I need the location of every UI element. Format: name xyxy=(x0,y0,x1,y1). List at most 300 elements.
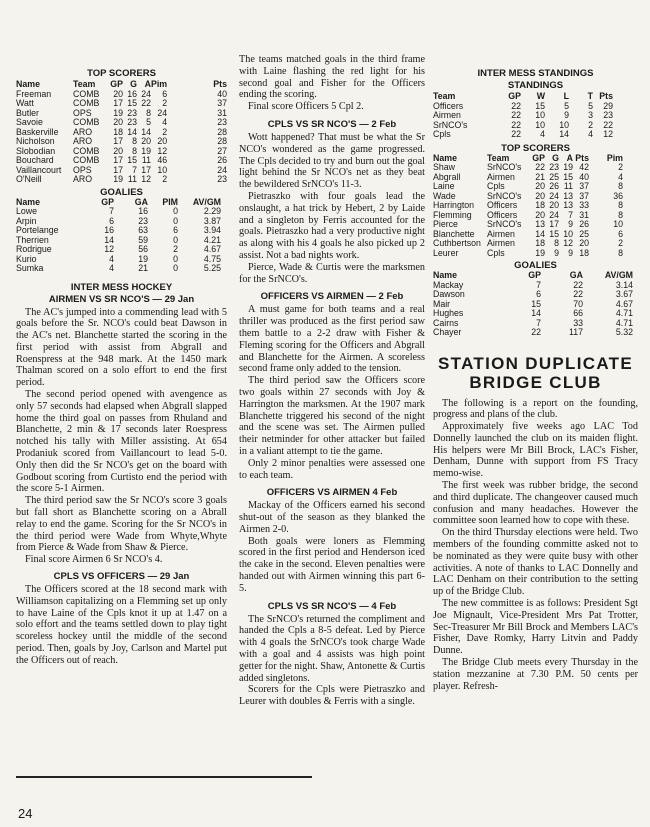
table-cell: 4.71 xyxy=(615,317,633,328)
table-cell: Airmen xyxy=(433,110,461,120)
table-cell: 22 xyxy=(141,98,151,108)
table-cell: 17 xyxy=(113,98,123,108)
top-scorers-table xyxy=(16,80,227,185)
footer-rule xyxy=(16,776,312,778)
table-cell: 22 xyxy=(511,129,521,139)
game2-heading: CPLS VS OFFICERS — 29 Jan xyxy=(53,571,190,583)
table-cell: 13 xyxy=(563,200,573,210)
column-header: AV/GM xyxy=(604,270,633,280)
table-cell: 6 xyxy=(162,88,168,99)
column-header: A xyxy=(566,152,573,163)
table-cell: Cpls xyxy=(487,181,505,191)
paragraph: Scorers for the Cpls were Pietraszko and Leurer with doubles & Ferris with a single. xyxy=(239,684,425,708)
table-cell: 12 xyxy=(157,145,168,156)
table-cell: OPS xyxy=(73,164,92,175)
table-cell: 15 xyxy=(127,155,137,165)
table-row xyxy=(16,264,221,274)
table-cell: 16 xyxy=(104,225,114,235)
table-cell: 6 xyxy=(618,228,623,239)
table-cell: 19 xyxy=(563,162,573,172)
top-scorers-heading: TOP SCORERS xyxy=(87,68,156,79)
table-cell: 20 xyxy=(549,200,559,210)
table-cell: 22 xyxy=(573,289,583,299)
table-header-row xyxy=(433,271,633,281)
table-cell: Sumka xyxy=(16,263,44,273)
table-cell: 10 xyxy=(613,219,623,229)
table-cell: 19 xyxy=(535,247,545,258)
table-cell: 14 xyxy=(127,126,137,137)
bridge-club-body xyxy=(433,398,638,693)
table-cell: Mackay xyxy=(433,279,464,290)
table-cell: 26 xyxy=(549,181,559,191)
table-cell: 19 xyxy=(113,174,123,184)
table-cell: Pierce xyxy=(433,219,458,229)
table-cell: 14 xyxy=(104,234,114,245)
table-cell: 2 xyxy=(162,98,168,108)
column-header: T xyxy=(587,91,593,101)
table-cell: 8 xyxy=(132,136,137,146)
table-cell: 20 xyxy=(535,209,545,220)
table-cell: 14 xyxy=(559,129,569,139)
table-cell: Arpin xyxy=(16,215,37,226)
table-cell: ARO xyxy=(73,126,93,137)
table-cell: 17 xyxy=(113,155,123,165)
table-cell: 14 xyxy=(141,126,151,137)
column-header: A xyxy=(144,79,151,89)
table-cell: 22 xyxy=(511,110,521,120)
table-cell: 20 xyxy=(141,136,151,146)
paragraph: The AC's jumped into a commending lead with 5 goals before the Sr. NCO's could beat Dawson in the AC's net. Blanchette started the scoring in the first period with assist from Abgrall and Roenspress at the 948 mark. At the 1450 mark Thalman scored on a solo effort to end the first period. xyxy=(16,306,227,389)
table-cell: Officers xyxy=(487,200,518,210)
table-cell: 4.67 xyxy=(615,298,633,309)
table-cell: 19 xyxy=(141,145,151,156)
table-cell: 18 xyxy=(535,200,545,210)
table-cell: 18 xyxy=(535,238,545,248)
table-cell: 10 xyxy=(559,119,569,130)
table-cell: Dawson xyxy=(433,289,465,299)
paragraph: The following is a report on the founding, progress and plans of the club. xyxy=(433,397,638,421)
goalies-heading: GOALIES xyxy=(514,260,557,271)
table-cell: 56 xyxy=(138,244,148,254)
bridge-title-line: STATION DUPLICATE xyxy=(438,353,633,373)
table-cell: 6 xyxy=(173,225,178,235)
table-cell: 17 xyxy=(113,164,123,175)
table-cell: 18 xyxy=(113,126,123,137)
table-cell: 9 xyxy=(568,219,573,229)
table-cell: Blanchette xyxy=(433,228,475,239)
table-cell: 4 xyxy=(162,117,168,127)
table-cell: 20 xyxy=(113,117,123,127)
table-cell: 8 xyxy=(618,247,623,258)
table-cell: 24 xyxy=(549,190,559,201)
paragraph: Final score Officers 5 Cpl 2. xyxy=(248,101,364,113)
paragraph: The Bridge Club meets every Thursday in the station mezzanine at 7.30 P.M. 50 cents per player. Refresh- xyxy=(433,657,638,692)
goalies-table xyxy=(433,271,633,338)
column-header: Pim xyxy=(151,79,168,89)
paragraph: The SrNCO's returned the compliment and handed the Cpls a 8-5 defeat. Led by Pierce with 4 goals the SrNCO's took charge Wade with a goal and 4 assists was high point getter for the night. Shaw, Antonette & Curtis added singletons. xyxy=(239,613,425,684)
table-cell: COMB xyxy=(73,98,100,108)
table-cell: 4.75 xyxy=(203,253,221,264)
table-row xyxy=(16,207,221,217)
table-cell: Rodrigue xyxy=(16,244,52,254)
table-cell: 9 xyxy=(564,110,569,120)
table-cell: 20 xyxy=(535,190,545,201)
column-header: Name xyxy=(16,79,40,89)
paragraph: Both goals were loners as Flemming scored in the first period and Henderson iced the cake in the second. Eleven penalties were handed out with Airmen winning this part 6-5. xyxy=(239,535,425,594)
table-cell: 8 xyxy=(618,209,623,220)
table-cell: 26 xyxy=(579,219,589,229)
table-cell: ARO xyxy=(73,136,93,146)
game6-heading: CPLS VS SR NCO'S — 4 Feb xyxy=(267,600,397,612)
column-header: Name xyxy=(433,270,457,280)
table-cell: 33 xyxy=(579,200,589,210)
table-cell: COMB xyxy=(73,145,100,156)
table-cell: Hughes xyxy=(433,308,464,318)
table-cell: SrNCO's xyxy=(433,119,468,130)
table-cell: 3.67 xyxy=(615,289,633,299)
table-cell: 23 xyxy=(127,107,137,118)
table-cell: OPS xyxy=(73,107,92,118)
table-cell: 7 xyxy=(109,206,114,216)
table-cell: 4 xyxy=(618,171,623,182)
table-cell: 6 xyxy=(109,215,114,226)
table-cell: 7 xyxy=(536,279,541,290)
table-cell: 8 xyxy=(618,200,623,210)
paragraph: Only 2 minor penalties were assessed one to each team. xyxy=(239,457,425,481)
table-cell: Abgrall xyxy=(433,171,461,182)
table-cell: 33 xyxy=(573,317,583,328)
standings-table xyxy=(433,92,613,140)
table-cell: 2 xyxy=(618,238,623,248)
column-header: Pts xyxy=(213,79,227,89)
column-left xyxy=(16,0,227,667)
game1-heading: AIRMEN VS SR NCO'S — 29 Jan xyxy=(48,293,195,305)
table-cell: 23 xyxy=(217,117,227,127)
column-header: Team xyxy=(487,152,510,163)
table-cell: 4 xyxy=(588,129,593,139)
bridge-club-title xyxy=(433,354,638,392)
standings-heading: INTER MESS STANDINGS xyxy=(477,68,594,79)
table-row xyxy=(433,130,613,140)
table-cell: 28 xyxy=(217,136,227,146)
column-header: L xyxy=(563,91,569,101)
table-cell: ARO xyxy=(73,174,93,184)
table-cell: 8 xyxy=(618,181,623,191)
paragraph: A must game for both teams and a real thriller was produced as the first period saw them battle to a 2-2 draw with Fisher & Fleming scoring for the Officers and Abgrall and Blanchette for the Airmen. A scoreless second frame only added to the tension. xyxy=(239,304,425,375)
table-cell: Kurio xyxy=(16,253,37,264)
table-cell: 2.29 xyxy=(203,206,221,216)
table-cell: 4.67 xyxy=(203,244,221,254)
table-cell: 27 xyxy=(217,145,227,156)
table-cell: 13 xyxy=(563,190,573,201)
table-cell: 37 xyxy=(217,98,227,108)
table-cell: 22 xyxy=(573,279,583,290)
table-cell: 40 xyxy=(579,171,589,182)
game2-body xyxy=(16,584,227,667)
paragraph: The second period opened with avengence as only 57 seconds had elapsed when Abgrall slapped home the third goal on passes from Rhuland and Blanchette, 2 min & 17 seconds later Roespress notched his tally with Miller assisting. At 654 Prodaniuk scored from Vaillancourt to lead 5-0. Only then did the Sr NCO's get on the board with Godbout scoring from Curtisto end the period with the score 5-1 Airmen. xyxy=(16,389,227,495)
column-header: GP xyxy=(110,79,123,89)
table-cell: Slobodian xyxy=(16,145,56,156)
column-header: GA xyxy=(134,196,148,207)
table-cell: 5.25 xyxy=(203,263,221,273)
table-cell: 10 xyxy=(535,119,545,130)
column-header: W xyxy=(536,91,545,101)
table-cell: Freeman xyxy=(16,88,52,99)
table-cell: 23 xyxy=(217,174,227,184)
table-cell: 29 xyxy=(603,100,613,111)
table-row xyxy=(16,245,221,255)
game3-heading: CPLS VS SR NCO'S — 2 Feb xyxy=(267,118,397,130)
table-cell: 4 xyxy=(540,129,545,139)
table-cell: 36 xyxy=(613,190,623,201)
table-cell: 7 xyxy=(132,164,137,175)
table-cell: 11 xyxy=(127,174,137,184)
table-cell: 8 xyxy=(132,145,137,156)
table-cell: SrNCO's xyxy=(487,219,522,229)
column-header: G xyxy=(130,79,137,89)
standings-subheading: STANDINGS xyxy=(507,80,564,91)
table-cell: Leurer xyxy=(433,247,459,258)
table-cell: 12 xyxy=(141,174,151,184)
table-cell: 21 xyxy=(535,171,545,182)
table-row xyxy=(433,239,623,249)
table-cell: 23 xyxy=(603,110,613,120)
table-cell: 4 xyxy=(109,263,114,273)
bridge-title-line: BRIDGE CLUB xyxy=(469,372,602,392)
table-cell: 20 xyxy=(113,145,123,156)
table-cell: Watt xyxy=(16,98,34,108)
table-cell: 24 xyxy=(141,88,151,99)
table-cell: 5 xyxy=(588,100,593,111)
column-header: Pts xyxy=(575,152,589,163)
table-cell: 117 xyxy=(568,327,583,337)
table-cell: 9 xyxy=(568,247,573,258)
column-header: Pim xyxy=(606,152,623,163)
top-scorers-heading: TOP SCORERS xyxy=(501,142,570,154)
table-header-row xyxy=(433,154,623,164)
table-cell: Savoie xyxy=(16,117,43,127)
table-cell: 25 xyxy=(579,228,589,239)
table-cell: 59 xyxy=(138,234,148,245)
table-cell: 15 xyxy=(127,98,137,108)
table-row xyxy=(433,309,633,319)
column-header: Team xyxy=(73,79,96,89)
table-cell: Mair xyxy=(433,298,451,309)
paragraph: The Officers scored at the 18 second mark with Williamson capitalizing on a Flemming set up only to have Laine of the Cpls knot it up at 1.47 on a solo effort and the teams settled down to play tight scoreless hockey until the middle of the second period. Then, goals by Joy, Carlson and Martel put the Officers out of reach. xyxy=(16,584,227,666)
table-cell: 24 xyxy=(157,107,168,118)
paragraph: The third period saw the Officers score two goals within 27 seconds with Joy & Harrington the marksmen. At the 1907 mark Blanchette triggered his second of the night and the scene was set. The Airmen pulled their netminder for other attacker but failed in a valiant attempt to tie the game. xyxy=(239,375,425,457)
goalies-heading: GOALIES xyxy=(100,186,143,198)
inter-mess-hockey-heading: INTER MESS HOCKEY xyxy=(70,281,173,293)
table-cell: 3.14 xyxy=(615,279,633,290)
column-header: GA xyxy=(569,270,583,280)
table-cell: 13 xyxy=(535,219,545,229)
table-cell: 12 xyxy=(603,129,613,139)
table-cell: 15 xyxy=(549,228,559,239)
table-cell: 24 xyxy=(217,164,227,175)
table-cell: 37 xyxy=(579,190,589,201)
table-cell: Cairns xyxy=(433,317,459,328)
table-cell: 5 xyxy=(564,100,569,111)
column-header: Name xyxy=(433,152,457,163)
table-cell: SrNCO's xyxy=(487,162,522,172)
column-header: Name xyxy=(16,196,40,207)
column-header: GP xyxy=(532,152,545,163)
table-cell: 11 xyxy=(141,155,151,165)
table-cell: 4.71 xyxy=(615,308,633,318)
table-cell: 15 xyxy=(535,100,545,111)
table-cell: Cpls xyxy=(433,129,451,139)
table-cell: 2 xyxy=(173,244,178,254)
table-cell: Therrien xyxy=(16,234,49,245)
table-row xyxy=(433,121,613,131)
table-cell: 31 xyxy=(579,209,589,220)
table-cell: 17 xyxy=(113,136,123,146)
table-cell: COMB xyxy=(73,117,100,127)
table-cell: Officers xyxy=(487,209,518,220)
table-cell: 26 xyxy=(217,155,227,165)
table-cell: Lowe xyxy=(16,206,38,216)
table-cell: SrNCO's xyxy=(487,190,522,201)
table-cell: 6 xyxy=(536,289,541,299)
table-cell: 7 xyxy=(568,209,573,220)
table-cell: Airmen xyxy=(487,238,515,248)
table-cell: 17 xyxy=(549,219,559,229)
table-cell: 14 xyxy=(535,228,545,239)
paragraph: On the third Thursday elections were held. Two members of the founding committe asked not to be nominated as they were quite busy with other activities. A note of thanks to LAC Donnelly and LAC Denham on their contribution to the setting up of the Bridge Club. xyxy=(433,527,638,598)
table-cell: 16 xyxy=(138,206,148,216)
table-cell: Butler xyxy=(16,107,39,118)
table-cell: 2 xyxy=(162,174,168,184)
table-cell: 46 xyxy=(157,155,168,165)
table-cell: Portelange xyxy=(16,225,59,235)
table-cell: Cuthbertson xyxy=(433,238,481,248)
table-cell: 23 xyxy=(138,215,148,226)
table-cell: 10 xyxy=(563,228,573,239)
table-row xyxy=(433,173,623,183)
paragraph: Wott happened? That must be what the Sr NCO's wondered as the game progressed. The Cpls decided to try and burn out the goal light behind the Sr NCO's net as they beat the bewildered SrNCO's 11-3. xyxy=(239,131,425,191)
table-cell: 20 xyxy=(535,181,545,191)
table-cell: COMB xyxy=(73,155,100,165)
table-cell: 10 xyxy=(157,164,168,175)
table-cell: 2 xyxy=(588,119,593,130)
table-cell: 22 xyxy=(603,119,613,130)
table-row xyxy=(433,182,623,192)
table-cell: 12 xyxy=(563,238,573,248)
table-cell: Cpls xyxy=(487,247,505,258)
table-cell: 3.87 xyxy=(203,215,221,226)
table-cell: 9 xyxy=(554,247,559,258)
table-cell: 19 xyxy=(138,253,148,264)
table-cell: 0 xyxy=(173,206,178,216)
table-cell: 20 xyxy=(579,238,589,248)
table-cell: 23 xyxy=(127,117,137,127)
table-cell: Shaw xyxy=(433,162,456,172)
table-cell: 22 xyxy=(511,100,521,111)
table-cell: 42 xyxy=(579,162,589,172)
table-row xyxy=(433,211,623,221)
table-cell: 0 xyxy=(173,263,178,273)
table-cell: 5.32 xyxy=(615,327,633,337)
table-cell: 19 xyxy=(113,107,123,118)
table-cell: COMB xyxy=(73,88,100,99)
table-cell: 20 xyxy=(113,88,123,99)
column-header: GP xyxy=(528,270,541,280)
paragraph: The teams matched goals in the third frame with Laine flashing the red light for his second goal and Fisher for the Officers ending the scoring. xyxy=(239,54,425,101)
table-cell: 7 xyxy=(536,317,541,328)
table-cell: Airmen xyxy=(487,171,515,182)
table-row xyxy=(433,328,633,338)
table-cell: 20 xyxy=(157,136,168,146)
column-right xyxy=(433,0,638,692)
table-cell: Laine xyxy=(433,181,455,191)
column-header: PIM xyxy=(162,196,178,207)
table-row xyxy=(16,175,227,185)
table-cell: 21 xyxy=(138,263,148,273)
table-cell: 2 xyxy=(162,126,168,137)
paragraph: Approximately five weeks ago LAC Tod Donnelly launched the club on its maiden flight. His helpers were Mr Bill Brock, LAC's Fisher, Denham, Dunne with support from FS Tracy memo-wise. xyxy=(433,421,638,480)
top-scorers-table xyxy=(433,154,623,259)
table-cell: Nicholson xyxy=(16,136,55,146)
paragraph: Mackay of the Officers earned his second shut-out of the season as they blanked the Airmen 2-0. xyxy=(239,500,425,535)
table-cell: 2 xyxy=(618,162,623,172)
table-cell: Harrington xyxy=(433,200,475,210)
table-cell: 22 xyxy=(511,119,521,130)
table-cell: 66 xyxy=(573,308,583,318)
table-cell: 8 xyxy=(146,107,151,118)
table-cell: 16 xyxy=(127,88,137,99)
game5-heading: OFFICERS VS AIRMEN 4 Feb xyxy=(266,487,398,499)
paragraph: Pierce, Wade & Curtis were the marksmen for the SrNCO's. xyxy=(239,261,425,285)
paragraph: The new committee is as follows: President Sgt Joe Mignault, Vice-President Mrs Pat Trotter, Sec-Treasurer Mr Bill Brock and Members LAC's Fisher, Dave Romky, Harry Litvin and Paddy Dunne. xyxy=(433,598,638,657)
column-header: Pts xyxy=(599,91,613,101)
paragraph: The third period saw the Sr NCO's score 3 goals but fall short as Blanchette scoring on a Abrall relay to end the game. Scoring for the Sr NCO's in the third period were Wade from Whyte,Whyte from Pierce & Wade from Shaw & Pierce. xyxy=(16,495,227,554)
table-cell: 0 xyxy=(173,234,178,245)
column-header: Team xyxy=(433,91,456,101)
table-cell: Bouchard xyxy=(16,155,54,165)
game4-heading: OFFICERS VS AIRMEN — 2 Feb xyxy=(260,291,404,303)
table-cell: 12 xyxy=(104,244,114,254)
table-cell: 24 xyxy=(549,209,559,220)
table-cell: 18 xyxy=(579,247,589,258)
table-cell: 28 xyxy=(217,126,227,137)
table-cell: 3.94 xyxy=(203,225,221,235)
table-cell: 22 xyxy=(531,327,541,337)
paragraph: Pietraszko with four goals lead the onslaught, a hat trick by Hebert, 2 by Laide and a singleton by Ferris accounted for the goals. Pietraszko had a very productive night as along with his 4 goals he also picked up 2 assist. Not a bad nights work. xyxy=(239,190,425,261)
table-cell: 70 xyxy=(573,298,583,309)
table-cell: Airmen xyxy=(487,228,515,239)
table-cell: Flemming xyxy=(433,209,472,220)
paragraph: Final score Airmen 6 Sr NCO's 4. xyxy=(25,554,163,566)
table-cell: O'Neill xyxy=(16,174,42,184)
table-cell: 15 xyxy=(531,298,541,309)
table-cell: 37 xyxy=(579,181,589,191)
table-cell: 11 xyxy=(563,181,573,191)
table-cell: 4.21 xyxy=(203,234,221,245)
table-cell: Chayer xyxy=(433,327,462,337)
table-cell: 10 xyxy=(535,110,545,120)
table-row xyxy=(16,255,221,265)
table-cell: Wade xyxy=(433,190,456,201)
table-cell: 3 xyxy=(588,110,593,120)
table-cell: 63 xyxy=(138,225,148,235)
column-header: GP xyxy=(508,91,521,101)
table-cell: 23 xyxy=(549,162,559,172)
table-cell: 0 xyxy=(173,253,178,264)
table-cell: 15 xyxy=(563,171,573,182)
table-cell: 22 xyxy=(535,162,545,172)
table-cell: 4 xyxy=(109,253,114,264)
